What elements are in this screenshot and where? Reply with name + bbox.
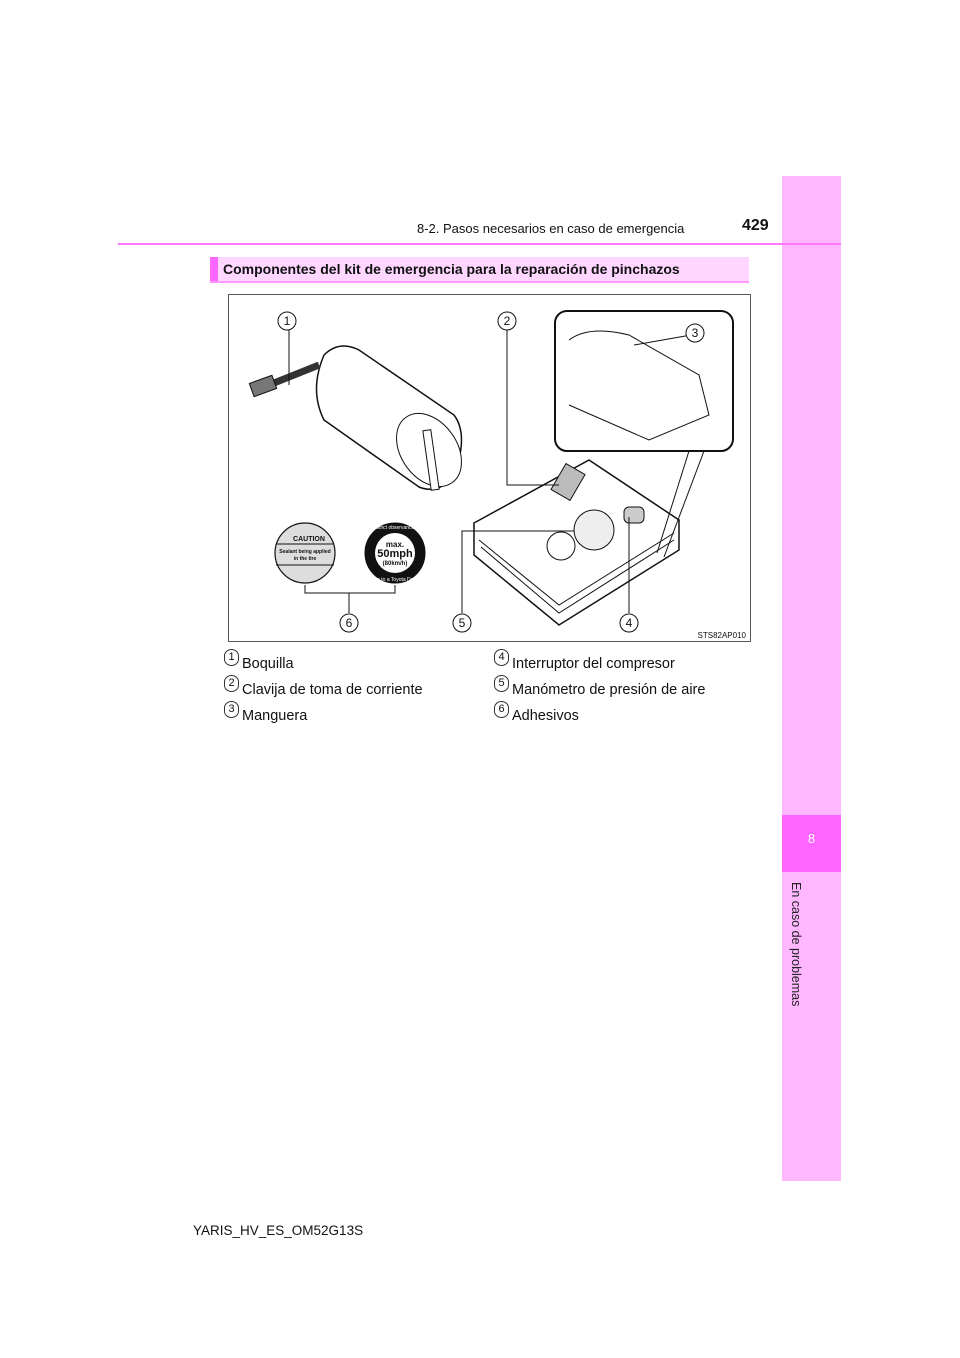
legend-number: 1 [224, 649, 239, 666]
legend-label: Manómetro de presión de aire [512, 682, 706, 698]
caution-title: CAUTION [293, 536, 325, 543]
page-number: 429 [742, 217, 769, 234]
sealant-bottle [249, 346, 475, 499]
legend-item [498, 651, 675, 672]
section-title: 8-2. Pasos necesarios en caso de emergencia [417, 221, 685, 236]
callout-6: 6 [345, 616, 353, 630]
legend-item [498, 677, 706, 698]
legend-label: Clavija de toma de corriente [242, 682, 423, 698]
speed-top: Strict observance [375, 525, 415, 531]
speed-kmh: (80km/h) [382, 561, 408, 567]
compressor [474, 460, 679, 625]
legend-label: Interruptor del compresor [512, 656, 675, 672]
callout-3: 3 [691, 326, 699, 340]
section-heading [210, 257, 749, 283]
legend-number: 3 [224, 701, 239, 718]
kit-illustration [228, 294, 751, 642]
chapter-number-tab[interactable]: 8 [782, 815, 841, 872]
legend-label: Adhesivos [512, 708, 579, 724]
legend-number: 4 [494, 649, 509, 666]
legend-item [228, 703, 308, 724]
legend-number: 6 [494, 701, 509, 718]
chapter-sidebar [782, 176, 841, 1181]
legend-label: Manguera [242, 708, 308, 724]
figure-code: STS82AP010 [697, 631, 746, 640]
header-divider [118, 243, 841, 245]
callout-1: 1 [283, 314, 291, 328]
callout-5: 5 [458, 616, 466, 630]
chapter-title: En caso de problemas [789, 882, 803, 1007]
callout-2: 2 [503, 314, 511, 328]
caution-line1: Sealant being applied [279, 549, 331, 555]
legend-item [498, 703, 579, 724]
legend-item [228, 677, 423, 698]
legend-number: 2 [224, 675, 239, 692]
heading-text: Componentes del kit de emergencia para la reparación de pinchazos [223, 261, 680, 277]
legend-item [228, 651, 294, 672]
sticker-speed-limit [365, 523, 425, 583]
legend-number: 5 [494, 675, 509, 692]
speed-bottom: Drive to a Toyota Dealer [368, 577, 422, 583]
caution-line2: in the tire [293, 556, 317, 562]
speed-max: max. [385, 540, 405, 549]
document-code-footer: YARIS_HV_ES_OM52G13S [193, 1223, 364, 1238]
legend-label: Boquilla [242, 656, 294, 672]
speed-value: 50mph [377, 548, 413, 560]
sticker-caution [275, 523, 335, 583]
callout-4: 4 [625, 616, 633, 630]
